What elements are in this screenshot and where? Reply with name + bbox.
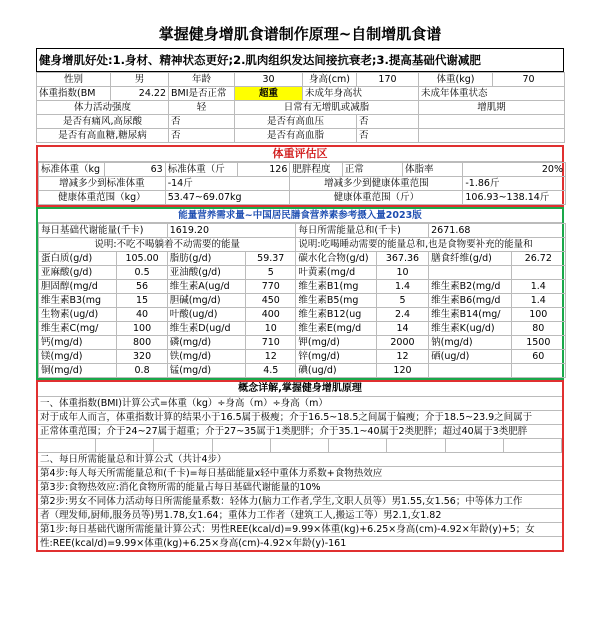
label-cell: 体力活动强度	[37, 101, 169, 115]
hypertension-value[interactable]: 否	[357, 115, 419, 129]
nutrient-label: 锰(mg/d)	[167, 364, 245, 378]
bmi-explanation-line: 对于成年人而言，体重指数计算的结果小于16.5属于极瘦；介于16.5~18.5之间属于偏瘦；介于18.5~23.9之间属于	[38, 411, 562, 425]
age-value[interactable]: 30	[235, 73, 303, 87]
profile-row	[37, 87, 565, 101]
nutrient-label: 胆固醇(mg/d	[39, 280, 117, 294]
energy-step-line: 第3步:食物热效应:消化食物所需的能量占每日基础代谢能量的10%	[38, 481, 562, 495]
hyperlipidemia-value[interactable]: 否	[357, 129, 419, 143]
section-header: 能量营养需求量~中国居民膳食营养素参考摄入量2023版	[38, 209, 562, 223]
nutrient-value: 4.5	[246, 364, 296, 378]
weight-table	[38, 162, 566, 205]
gout-value[interactable]: 否	[169, 115, 235, 129]
nutrient-value: 400	[246, 308, 296, 322]
nutrient-value: 60	[511, 350, 565, 364]
label-cell: 性别	[37, 73, 111, 87]
nutrient-label: 维生素B1(mg	[296, 280, 376, 294]
weight-row	[39, 177, 566, 191]
label-cell: 每日所需能量总和(千卡)	[296, 224, 429, 238]
obesity-level: 正常	[342, 163, 402, 177]
nutrient-row	[39, 308, 566, 322]
nutrient-value: 10	[246, 322, 296, 336]
bmi-formula-title: 一、体重指数(BMI)计算公式=体重（kg）÷身高（m）÷身高（m）	[38, 397, 562, 411]
nutrient-value: 12	[376, 350, 428, 364]
bmi-explanation-line: 正常体重范围；介于24~27属于超重；介于27~35属于1类肥胖；介于35.1~40属于2类肥胖；超过40属于3类肥胖	[38, 425, 562, 439]
empty-cell	[419, 115, 565, 129]
bmi-value: 24.22	[111, 87, 169, 101]
nutrient-label: 维生素K(ug/d)	[429, 322, 511, 336]
nutrient-label: 维生素C(mg/	[39, 322, 117, 336]
height-value[interactable]: 170	[357, 73, 419, 87]
nutrient-label: 铁(mg/d)	[167, 350, 245, 364]
empty-cell	[419, 129, 565, 143]
nutrient-value: 367.36	[376, 252, 428, 266]
nutrient-label: 维生素B6(mg/d	[429, 294, 511, 308]
nutrient-value: 40	[117, 308, 167, 322]
label-cell: 是否有高血糖,糖尿病	[37, 129, 169, 143]
nutrient-label: 膳食纤维(g/d)	[429, 252, 511, 266]
nutrient-label: 维生素B5(mg	[296, 294, 376, 308]
nutrient-label: 镁(mg/d)	[39, 350, 117, 364]
label-cell: 是否有高血压	[235, 115, 357, 129]
weight-value[interactable]: 70	[493, 73, 565, 87]
nutrient-row	[39, 266, 566, 280]
nutrition-table	[38, 223, 566, 378]
bmi-status-badge: 超重	[235, 87, 303, 101]
nutrient-value: 80	[511, 322, 565, 336]
training-phase-value[interactable]: 增肌期	[419, 101, 565, 115]
standard-weight-jin: 126	[238, 163, 290, 177]
nutrient-value: 100	[511, 308, 565, 322]
nutrient-value: 710	[246, 336, 296, 350]
nutrient-value: 450	[246, 294, 296, 308]
note-row	[39, 238, 566, 252]
nutrient-label: 维生素B3(mg	[39, 294, 117, 308]
nutrient-value: 5	[246, 266, 296, 280]
label-cell: 每日基础代谢能量(千卡)	[39, 224, 168, 238]
nutrient-label: 生物素(ug/d)	[39, 308, 117, 322]
label-cell: 是否有痛风,高尿酸	[37, 115, 169, 129]
healthy-range-kg: 53.47~69.07kg	[165, 191, 290, 205]
nutrient-label: 叶黄素(mg/d	[296, 266, 376, 280]
energy-step-line: 第2步:男女不同体力活动每日所需能量系数：轻体力(脑力工作者,学生,文职人员等）男1.55,女1.56；中等体力工作	[38, 495, 562, 509]
nutrient-value: 320	[117, 350, 167, 364]
bmr-value: 1619.20	[167, 224, 296, 238]
nutrient-value: 26.72	[511, 252, 565, 266]
weight-row	[39, 191, 566, 205]
nutrient-label: 碘(ug/d)	[296, 364, 376, 378]
nutrient-value: 0.5	[117, 266, 167, 280]
nutrient-value: 1.4	[376, 280, 428, 294]
nutrient-label: 亚麻酸(g/d)	[39, 266, 117, 280]
nutrient-label: 胆碱(mg/d)	[167, 294, 245, 308]
nutrient-rows	[39, 252, 566, 378]
nutrient-label: 磷(mg/d)	[167, 336, 245, 350]
label-cell: BMI是否正常	[169, 87, 235, 101]
nutrient-value: 1500	[511, 336, 565, 350]
nutrient-label: 亚油酸(g/d)	[167, 266, 245, 280]
activity-value[interactable]: 轻	[169, 101, 235, 115]
energy-step-line: 第1步:每日基础代谢所需能量计算公式：男性REE(kcal/d)=9.99×体重(kg)+6.25×身高(cm)-4.92×年龄(y)+5；女	[38, 523, 562, 537]
spacer-grid-row	[38, 439, 562, 453]
nutrient-value: 14	[376, 322, 428, 336]
nutrient-value	[511, 364, 565, 378]
nutrient-value: 0.8	[117, 364, 167, 378]
label-cell: 健康体重范围（斤）	[290, 191, 463, 205]
note-cell: 说明:不吃不喝躺着不动需要的能量	[39, 238, 296, 252]
nutrient-label: 维生素B2(mg/d	[429, 280, 511, 294]
nutrient-label: 脂肪(g/d)	[167, 252, 245, 266]
energy-formula-title: 二、每日所需能量总和计算公式（共计4步）	[38, 453, 562, 467]
nutrient-value: 10	[376, 266, 428, 280]
nutrient-label: 维生素A(ug/d	[167, 280, 245, 294]
nutrient-value: 1.4	[511, 280, 565, 294]
nutrient-label: 维生素B14(mg/	[429, 308, 511, 322]
nutrient-value: 5	[376, 294, 428, 308]
nutrient-row	[39, 364, 566, 378]
label-cell: 健康体重范围（kg）	[39, 191, 166, 205]
nutrient-label: 锌(mg/d)	[296, 350, 376, 364]
nutrient-label	[429, 364, 511, 378]
label-cell: 体脂率	[403, 163, 463, 177]
section-header: 体重评估区	[38, 147, 562, 162]
standard-weight-kg: 63	[105, 163, 165, 177]
label-cell: 标准体重（kg	[39, 163, 105, 177]
nutrient-value: 100	[117, 322, 167, 336]
nutrient-row	[39, 322, 566, 336]
nutrient-value: 56	[117, 280, 167, 294]
spreadsheet	[36, 20, 564, 552]
nutrient-label: 钾(mg/d)	[296, 336, 376, 350]
nutrient-value: 120	[376, 364, 428, 378]
label-cell: 体重(kg)	[419, 73, 493, 87]
label-cell: 身高(cm)	[303, 73, 357, 87]
nutrient-value: 15	[117, 294, 167, 308]
benefits-banner: 健身增肌好处:1.身材、精神状态更好;2.肌肉组织发达间接抗衰老;3.提高基础代谢减肥	[36, 48, 564, 72]
nutrient-label: 叶酸(ug/d)	[167, 308, 245, 322]
section-header: 概念详解,掌握健身增肌原理	[38, 382, 562, 397]
label-cell: 未成年身高状	[303, 87, 419, 101]
healthy-range-jin: 106.93~138.14斤	[463, 191, 566, 205]
body-fat-value: 20%	[463, 163, 566, 177]
nutrient-label: 碳水化合物(g/d)	[296, 252, 376, 266]
nutrient-value: 59.37	[246, 252, 296, 266]
energy-step-line: 者（理发师,厨师,服务员等)男1.78,女1.64；重体力工作者（建筑工人,搬运工等）男2.1,女1.82	[38, 509, 562, 523]
label-cell: 增减多少到健康体重范围	[290, 177, 463, 191]
label-cell: 未成年体重状态	[419, 87, 565, 101]
nutrient-value: 1.4	[511, 294, 565, 308]
nutrient-row	[39, 336, 566, 350]
profile-row	[37, 73, 565, 87]
nutrient-row	[39, 294, 566, 308]
nutrient-label: 维生素E(mg/d	[296, 322, 376, 336]
label-cell: 增减多少到标准体重	[39, 177, 166, 191]
label-cell: 年龄	[169, 73, 235, 87]
label-cell: 日常有无增肌或减脂	[235, 101, 419, 115]
nutrition-section	[36, 207, 564, 380]
label-cell: 是否有高血脂	[235, 129, 357, 143]
to-standard-value: -14斤	[165, 177, 290, 191]
nutrient-label: 硒(ug/d)	[429, 350, 511, 364]
nutrient-label: 维生素B12(ug	[296, 308, 376, 322]
nutrient-value: 12	[246, 350, 296, 364]
profile-row	[37, 101, 565, 115]
weight-row	[39, 163, 566, 177]
note-cell: 说明:吃喝睡动需要的能量总和,也是食物要补充的能量和	[296, 238, 566, 252]
label-cell: 体重指数(BM	[37, 87, 111, 101]
nutrient-value: 800	[117, 336, 167, 350]
nutrient-row	[39, 350, 566, 364]
profile-table	[36, 72, 565, 143]
nutrient-row	[39, 280, 566, 294]
profile-row	[37, 129, 565, 143]
nutrient-label: 钙(mg/d)	[39, 336, 117, 350]
nutrient-value	[511, 266, 565, 280]
nutrient-value: 770	[246, 280, 296, 294]
nutrient-label: 铜(mg/d)	[39, 364, 117, 378]
concepts-section	[36, 380, 564, 552]
sex-value[interactable]: 男	[111, 73, 169, 87]
profile-row	[37, 115, 565, 129]
nutrient-label: 钠(mg/d)	[429, 336, 511, 350]
nutrient-value: 2000	[376, 336, 428, 350]
energy-step-line: 性:REE(kcal/d)=9.99×体重(kg)+6.25×身高(cm)-4.92×年龄(y)-161	[40, 538, 347, 549]
nutrient-label: 蛋白质(g/d)	[39, 252, 117, 266]
energy-row	[39, 224, 566, 238]
total-energy-value: 2671.68	[429, 224, 566, 238]
label-cell: 标准体重（斤	[165, 163, 237, 177]
energy-step-line: 第4步:每人每天所需能量总和(千卡)=每日基础能量x轻中重体力系数+食物热效应	[38, 467, 562, 481]
nutrient-label: 维生素D(ug/d	[167, 322, 245, 336]
diabetes-value[interactable]: 否	[169, 129, 235, 143]
nutrient-label	[429, 266, 511, 280]
to-healthy-value: -1.86斤	[463, 177, 566, 191]
nutrient-value: 105.00	[117, 252, 167, 266]
label-cell: 肥胖程度	[290, 163, 342, 177]
nutrient-value: 2.4	[376, 308, 428, 322]
weight-assessment-section	[36, 145, 564, 207]
nutrient-row	[39, 252, 566, 266]
page-title: 掌握健身增肌食谱制作原理~自制增肌食谱	[158, 25, 442, 43]
